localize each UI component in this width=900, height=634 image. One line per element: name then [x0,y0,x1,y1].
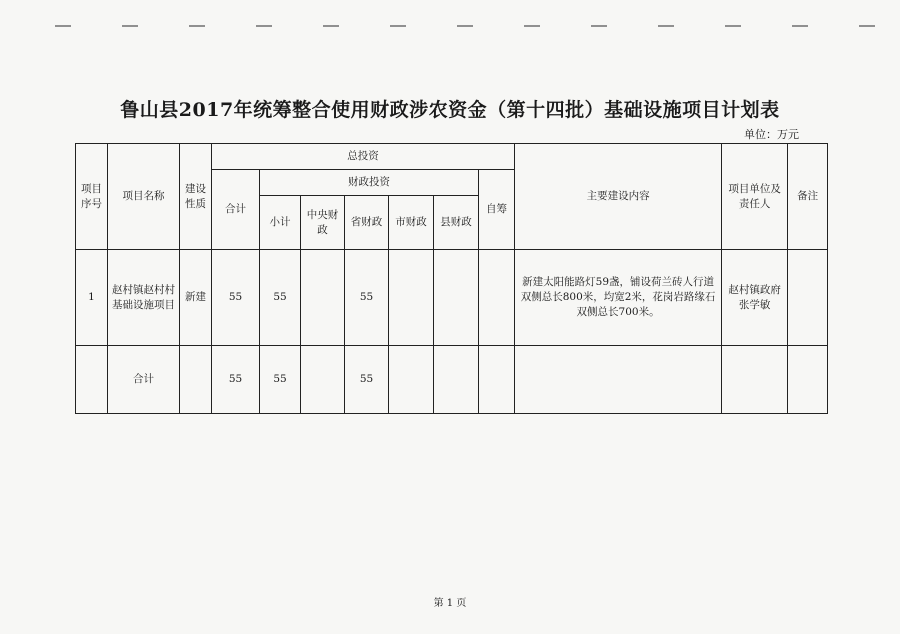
cell-seq: 1 [76,250,108,346]
header-remarks: 备注 [788,144,828,250]
header-provincial: 省财政 [345,196,389,250]
unit-label: 单位：万元 [744,128,799,141]
punch-mark [55,25,71,27]
sum-city [389,346,434,414]
header-fiscal-investment: 财政投资 [260,170,479,196]
punch-mark [859,25,875,27]
sum-self-raised [479,346,515,414]
project-plan-table [75,143,828,414]
sum-row [76,346,828,414]
cell-name: 赵村镇赵村村基础设施项目 [108,250,180,346]
header-self-raised: 自筹 [479,170,515,250]
page-number: 第 1 页 [433,598,467,609]
cell-city [389,250,434,346]
header-county: 县财政 [434,196,479,250]
header-total-investment: 总投资 [212,144,515,170]
punch-mark [524,25,540,27]
punch-mark [792,25,808,27]
header-central: 中央财政 [301,196,345,250]
punch-mark [122,25,138,27]
cell-unit-owner: 赵村镇政府张学敏 [722,250,788,346]
punch-mark [390,25,406,27]
table-row [76,250,828,346]
cell-central [301,250,345,346]
punch-mark [457,25,473,27]
sum-label: 合计 [108,346,180,414]
sum-content [515,346,722,414]
cell-remarks [788,250,828,346]
cell-content: 新建太阳能路灯59盏，铺设荷兰砖人行道双侧总长800米，均宽2米，花岗岩路缘石双侧总长700米。 [515,250,722,346]
header-content: 主要建设内容 [515,144,722,250]
header-subtotal: 小计 [260,196,301,250]
sum-county [434,346,479,414]
cell-total: 55 [212,250,260,346]
punch-mark [323,25,339,27]
punch-mark [189,25,205,27]
cell-nature: 新建 [180,250,212,346]
cell-subtotal: 55 [260,250,301,346]
punch-mark [725,25,741,27]
punch-marks [55,22,875,30]
header-unit-owner: 项目单位及责任人 [722,144,788,250]
punch-mark [256,25,272,27]
cell-provincial: 55 [345,250,389,346]
sum-provincial: 55 [345,346,389,414]
sum-subtotal: 55 [260,346,301,414]
sum-unit-owner [722,346,788,414]
sum-nature [180,346,212,414]
header-nature: 建设性质 [180,144,212,250]
header-seq: 项目序号 [76,144,108,250]
header-total: 合计 [212,170,260,250]
page-title: 鲁山县2017年统筹整合使用财政涉农资金（第十四批）基础设施项目计划表 [120,99,780,121]
sum-central [301,346,345,414]
header-city: 市财政 [389,196,434,250]
header-row-1 [76,144,828,170]
sum-remarks [788,346,828,414]
cell-self-raised [479,250,515,346]
sum-seq [76,346,108,414]
punch-mark [591,25,607,27]
header-name: 项目名称 [108,144,180,250]
sum-total: 55 [212,346,260,414]
cell-county [434,250,479,346]
punch-mark [658,25,674,27]
